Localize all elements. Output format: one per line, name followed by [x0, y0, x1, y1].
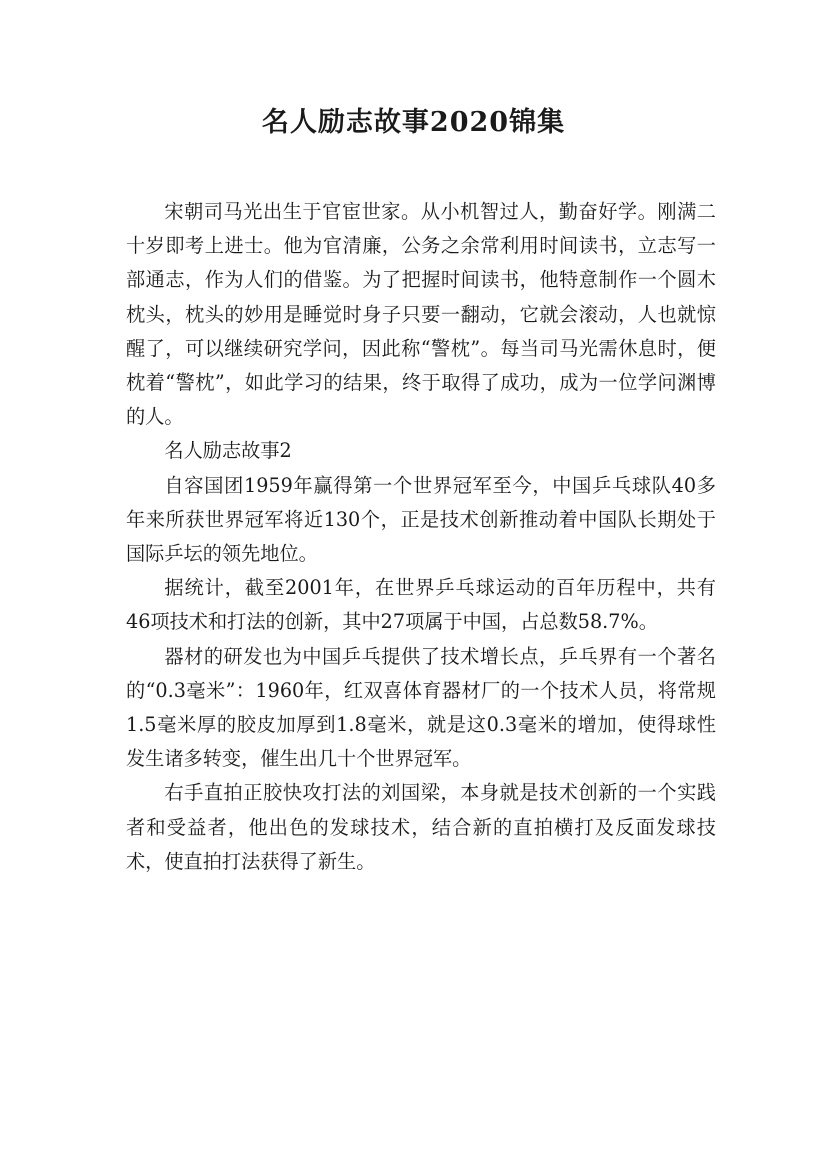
document-body [126, 195, 716, 879]
paragraph-equipment: 器材的研发也为中国乒乓提供了技术增长点，乒乓界有一个著名的“0.3毫米”：1960年，红双喜体育器材厂的一个技术人员，将常规1.5毫米厚的胶皮加厚到1.8毫米，就是这0.3毫米的增加，使得球性发生诸多转变，催生出几十个世界冠军。 [126, 644, 716, 771]
paragraph-sima-guang: 宋朝司马光出生于官宦世家。从小机智过人，勤奋好学。刚满二十岁即考上进士。他为官清廉，公务之余常利用时间读书，立志写一部通志，作为人们的借鉴。为了把握时间读书，他特意制作一个圆木枕头，枕头的妙用是睡觉时身子只要一翻动，它就会滚动，人也就惊醒了，可以继续研究学问，因此称“警枕”。每当司马光需休息时，便枕着“警枕”，如此学习的结果，终于取得了成功，成为一位学问渊博的人。 [126, 200, 716, 429]
section-heading: 名人励志故事2 [164, 439, 292, 463]
paragraph-rong-guotuan: 自容国团1959年赢得第一个世界冠军至今，中国乒乓球队40多年来所获世界冠军将近130个，正是技术创新推动着中国队长期处于国际乒坛的领先地位。 [126, 473, 716, 566]
paragraph-statistics: 据统计，截至2001年，在世界乒乓球运动的百年历程中，共有46项技术和打法的创新，其中27项属于中国，占总数58.7%。 [126, 576, 716, 634]
paragraph-liu-guoliang: 右手直拍正胶快攻打法的刘国梁，本身就是技术创新的一个实践者和受益者，他出色的发球技术，结合新的直拍横打及反面发球技术，使直拍打法获得了新生。 [126, 781, 716, 873]
page-title: 名人励志故事2020锦集 [261, 107, 566, 138]
